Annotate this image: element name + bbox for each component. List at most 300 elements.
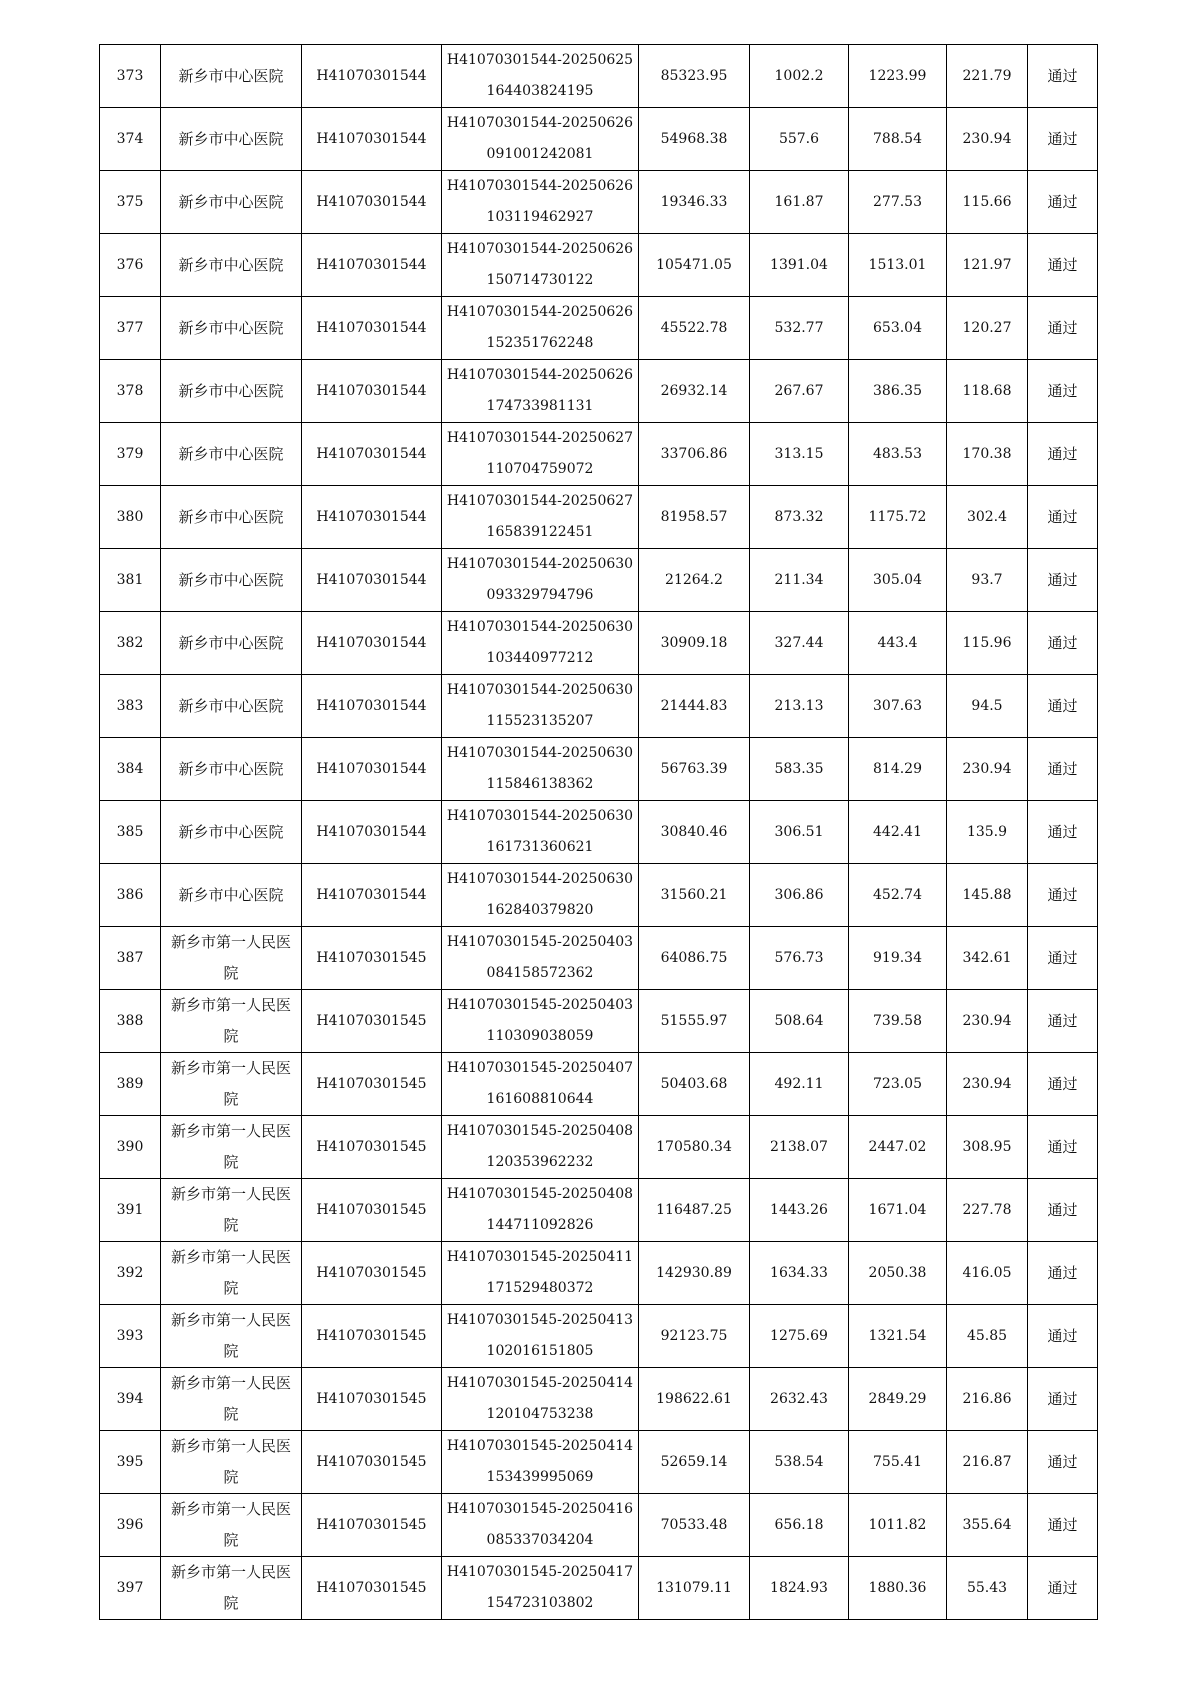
hospital-code bbox=[302, 927, 442, 990]
value-1 bbox=[750, 1557, 849, 1620]
cell-v1: 267.67 bbox=[774, 382, 824, 399]
table-row bbox=[100, 360, 1098, 423]
difference bbox=[947, 1431, 1028, 1494]
total-amount bbox=[639, 864, 750, 927]
cell-id-line1: H41070301544-20250630 bbox=[446, 682, 634, 698]
cell-no: 387 bbox=[116, 949, 144, 966]
review-status bbox=[1028, 864, 1098, 927]
table-row bbox=[100, 990, 1098, 1053]
cell-name: 新乡市第一人民医院 bbox=[170, 1437, 291, 1486]
cell-total: 52659.14 bbox=[660, 1453, 728, 1470]
value-2 bbox=[849, 297, 947, 360]
cell-v1: 213.13 bbox=[774, 697, 824, 714]
difference bbox=[947, 801, 1028, 864]
hospital-code bbox=[302, 1431, 442, 1494]
difference bbox=[947, 360, 1028, 423]
cell-no: 386 bbox=[116, 886, 144, 903]
cell-name: 新乡市中心医院 bbox=[178, 822, 284, 841]
value-2 bbox=[849, 1557, 947, 1620]
row-number bbox=[100, 612, 161, 675]
table-row bbox=[100, 1053, 1098, 1116]
cell-code: H41070301544 bbox=[316, 508, 427, 525]
cell-id-line1: H41070301545-20250411 bbox=[446, 1249, 634, 1265]
cell-status: 通过 bbox=[1047, 318, 1078, 337]
hospital-code bbox=[302, 171, 442, 234]
hospital-code bbox=[302, 1305, 442, 1368]
total-amount bbox=[639, 234, 750, 297]
value-1 bbox=[750, 612, 849, 675]
cell-code: H41070301544 bbox=[316, 823, 427, 840]
difference bbox=[947, 927, 1028, 990]
total-amount bbox=[639, 990, 750, 1053]
review-status bbox=[1028, 1305, 1098, 1368]
cell-status: 通过 bbox=[1047, 696, 1078, 715]
total-amount bbox=[639, 45, 750, 108]
cell-name: 新乡市第一人民医院 bbox=[170, 1122, 291, 1171]
review-status bbox=[1028, 234, 1098, 297]
row-number bbox=[100, 801, 161, 864]
settlement-id bbox=[442, 612, 639, 675]
cell-status: 通过 bbox=[1047, 1515, 1078, 1534]
cell-code: H41070301544 bbox=[316, 67, 427, 84]
row-number bbox=[100, 234, 161, 297]
cell-status: 通过 bbox=[1047, 1200, 1078, 1219]
cell-v2: 483.53 bbox=[873, 445, 922, 462]
cell-no: 397 bbox=[116, 1579, 144, 1596]
cell-total: 26932.14 bbox=[660, 382, 728, 399]
cell-v1: 508.64 bbox=[774, 1012, 824, 1029]
hospital-name bbox=[161, 1431, 302, 1494]
value-1 bbox=[750, 864, 849, 927]
cell-id-line2: 120104753238 bbox=[486, 1406, 594, 1422]
hospital-code bbox=[302, 234, 442, 297]
cell-total: 50403.68 bbox=[660, 1075, 728, 1092]
cell-total: 30909.18 bbox=[660, 634, 728, 651]
settlement-id bbox=[442, 423, 639, 486]
cell-v2: 305.04 bbox=[873, 571, 922, 588]
hospital-name bbox=[161, 1557, 302, 1620]
cell-id-line1: H41070301544-20250630 bbox=[446, 871, 634, 887]
cell-v2: 755.41 bbox=[873, 1453, 922, 1470]
hospital-name bbox=[161, 297, 302, 360]
hospital-code bbox=[302, 1557, 442, 1620]
cell-id-line1: H41070301545-20250417 bbox=[446, 1564, 634, 1580]
value-2 bbox=[849, 1179, 947, 1242]
value-2 bbox=[849, 990, 947, 1053]
hospital-name bbox=[161, 1116, 302, 1179]
row-number bbox=[100, 990, 161, 1053]
review-status bbox=[1028, 990, 1098, 1053]
hospital-name bbox=[161, 738, 302, 801]
table-row bbox=[100, 675, 1098, 738]
cell-name: 新乡市中心医院 bbox=[178, 633, 284, 652]
cell-id-line1: H41070301545-20250416 bbox=[446, 1501, 634, 1517]
total-amount bbox=[639, 1305, 750, 1368]
difference bbox=[947, 675, 1028, 738]
cell-id-line2: 152351762248 bbox=[486, 335, 594, 351]
cell-status: 通过 bbox=[1047, 192, 1078, 211]
cell-status: 通过 bbox=[1047, 444, 1078, 463]
cell-total: 54968.38 bbox=[660, 130, 728, 147]
cell-v2: 2447.02 bbox=[868, 1138, 927, 1155]
difference bbox=[947, 1179, 1028, 1242]
cell-status: 通过 bbox=[1047, 507, 1078, 526]
cell-code: H41070301545 bbox=[316, 1390, 427, 1407]
cell-diff: 115.66 bbox=[962, 193, 1012, 210]
difference bbox=[947, 738, 1028, 801]
difference bbox=[947, 108, 1028, 171]
table-row bbox=[100, 801, 1098, 864]
cell-name: 新乡市第一人民医院 bbox=[170, 1185, 291, 1234]
hospital-code bbox=[302, 549, 442, 612]
review-status bbox=[1028, 738, 1098, 801]
cell-id-line2: 103119462927 bbox=[486, 209, 594, 225]
cell-diff: 230.94 bbox=[962, 1012, 1012, 1029]
value-1 bbox=[750, 927, 849, 990]
value-2 bbox=[849, 801, 947, 864]
value-1 bbox=[750, 1053, 849, 1116]
difference bbox=[947, 549, 1028, 612]
cell-name: 新乡市中心医院 bbox=[178, 696, 284, 715]
settlement-id bbox=[442, 1557, 639, 1620]
settlement-id bbox=[442, 1053, 639, 1116]
value-1 bbox=[750, 675, 849, 738]
cell-diff: 230.94 bbox=[962, 130, 1012, 147]
table-row bbox=[100, 171, 1098, 234]
cell-code: H41070301544 bbox=[316, 193, 427, 210]
cell-v2: 1671.04 bbox=[868, 1201, 927, 1218]
cell-name: 新乡市第一人民医院 bbox=[170, 1374, 291, 1423]
cell-status: 通过 bbox=[1047, 1326, 1078, 1345]
value-1 bbox=[750, 1305, 849, 1368]
value-1 bbox=[750, 1116, 849, 1179]
cell-total: 21264.2 bbox=[665, 571, 723, 588]
cell-id-line2: 165839122451 bbox=[486, 524, 594, 540]
cell-status: 通过 bbox=[1047, 822, 1078, 841]
review-status bbox=[1028, 1494, 1098, 1557]
cell-id-line2: 162840379820 bbox=[486, 902, 594, 918]
row-number bbox=[100, 1053, 161, 1116]
total-amount bbox=[639, 1053, 750, 1116]
review-status bbox=[1028, 45, 1098, 108]
hospital-name bbox=[161, 549, 302, 612]
cell-id-line2: 115846138362 bbox=[486, 776, 594, 792]
value-2 bbox=[849, 234, 947, 297]
cell-v2: 1321.54 bbox=[868, 1327, 927, 1344]
cell-v1: 1824.93 bbox=[770, 1579, 828, 1596]
hospital-code bbox=[302, 1242, 442, 1305]
cell-v1: 161.87 bbox=[774, 193, 824, 210]
cell-no: 373 bbox=[116, 67, 144, 84]
cell-diff: 55.43 bbox=[966, 1579, 1008, 1596]
cell-v2: 307.63 bbox=[873, 697, 922, 714]
cell-name: 新乡市第一人民医院 bbox=[170, 933, 291, 982]
cell-total: 70533.48 bbox=[660, 1516, 728, 1533]
cell-id-line1: H41070301544-20250626 bbox=[446, 115, 634, 131]
value-1 bbox=[750, 990, 849, 1053]
table-row bbox=[100, 1179, 1098, 1242]
cell-name: 新乡市第一人民医院 bbox=[170, 1248, 291, 1297]
cell-name: 新乡市第一人民医院 bbox=[170, 1059, 291, 1108]
value-1 bbox=[750, 801, 849, 864]
hospital-name bbox=[161, 360, 302, 423]
cell-total: 33706.86 bbox=[660, 445, 728, 462]
settlement-id bbox=[442, 801, 639, 864]
cell-v2: 653.04 bbox=[873, 319, 922, 336]
review-status bbox=[1028, 1053, 1098, 1116]
review-status bbox=[1028, 1179, 1098, 1242]
cell-code: H41070301545 bbox=[316, 1012, 427, 1029]
hospital-code bbox=[302, 1053, 442, 1116]
cell-code: H41070301545 bbox=[316, 1327, 427, 1344]
cell-code: H41070301544 bbox=[316, 760, 427, 777]
cell-diff: 230.94 bbox=[962, 1075, 1012, 1092]
table-row bbox=[100, 234, 1098, 297]
hospital-name bbox=[161, 990, 302, 1053]
row-number bbox=[100, 1368, 161, 1431]
value-1 bbox=[750, 171, 849, 234]
cell-no: 390 bbox=[116, 1138, 144, 1155]
cell-total: 56763.39 bbox=[660, 760, 728, 777]
cell-id-line1: H41070301544-20250630 bbox=[446, 556, 634, 572]
hospital-code bbox=[302, 1179, 442, 1242]
cell-diff: 120.27 bbox=[962, 319, 1012, 336]
cell-no: 374 bbox=[116, 130, 144, 147]
review-status bbox=[1028, 360, 1098, 423]
total-amount bbox=[639, 1368, 750, 1431]
table-row bbox=[100, 1494, 1098, 1557]
review-status bbox=[1028, 171, 1098, 234]
cell-total: 21444.83 bbox=[660, 697, 728, 714]
difference bbox=[947, 171, 1028, 234]
cell-status: 通过 bbox=[1047, 1263, 1078, 1282]
cell-v1: 306.86 bbox=[774, 886, 824, 903]
cell-code: H41070301544 bbox=[316, 256, 427, 273]
cell-diff: 121.97 bbox=[962, 256, 1012, 273]
cell-no: 395 bbox=[116, 1453, 144, 1470]
review-status bbox=[1028, 801, 1098, 864]
table-row bbox=[100, 1242, 1098, 1305]
cell-status: 通过 bbox=[1047, 1389, 1078, 1408]
table-row bbox=[100, 297, 1098, 360]
value-2 bbox=[849, 927, 947, 990]
settlement-id bbox=[442, 549, 639, 612]
row-number bbox=[100, 738, 161, 801]
cell-id-line1: H41070301544-20250626 bbox=[446, 241, 634, 257]
cell-total: 30840.46 bbox=[660, 823, 728, 840]
settlement-id bbox=[442, 234, 639, 297]
hospital-name bbox=[161, 1494, 302, 1557]
cell-status: 通过 bbox=[1047, 255, 1078, 274]
hospital-code bbox=[302, 45, 442, 108]
cell-v1: 656.18 bbox=[774, 1516, 824, 1533]
cell-name: 新乡市中心医院 bbox=[178, 444, 284, 463]
cell-id-line2: 103440977212 bbox=[486, 650, 594, 666]
cell-id-line2: 161608810644 bbox=[486, 1091, 594, 1107]
table-row bbox=[100, 864, 1098, 927]
value-2 bbox=[849, 1494, 947, 1557]
row-number bbox=[100, 927, 161, 990]
value-2 bbox=[849, 171, 947, 234]
cell-total: 92123.75 bbox=[660, 1327, 728, 1344]
review-status bbox=[1028, 549, 1098, 612]
cell-total: 198622.61 bbox=[656, 1390, 732, 1407]
cell-v1: 1634.33 bbox=[770, 1264, 828, 1281]
settlement-id bbox=[442, 1368, 639, 1431]
cell-diff: 302.4 bbox=[966, 508, 1008, 525]
cell-name: 新乡市第一人民医院 bbox=[170, 1563, 291, 1612]
cell-code: H41070301545 bbox=[316, 1264, 427, 1281]
cell-v2: 277.53 bbox=[873, 193, 922, 210]
cell-name: 新乡市中心医院 bbox=[178, 759, 284, 778]
total-amount bbox=[639, 801, 750, 864]
difference bbox=[947, 1368, 1028, 1431]
cell-v1: 2632.43 bbox=[770, 1390, 828, 1407]
review-status bbox=[1028, 1431, 1098, 1494]
value-1 bbox=[750, 1368, 849, 1431]
cell-code: H41070301544 bbox=[316, 634, 427, 651]
difference bbox=[947, 297, 1028, 360]
cell-v1: 2138.07 bbox=[770, 1138, 828, 1155]
cell-code: H41070301545 bbox=[316, 1579, 427, 1596]
review-status bbox=[1028, 1116, 1098, 1179]
row-number bbox=[100, 45, 161, 108]
row-number bbox=[100, 423, 161, 486]
settlement-table-container bbox=[99, 44, 1097, 1620]
settlement-id bbox=[442, 864, 639, 927]
value-1 bbox=[750, 1242, 849, 1305]
hospital-code bbox=[302, 675, 442, 738]
cell-diff: 145.88 bbox=[962, 886, 1012, 903]
settlement-id bbox=[442, 1116, 639, 1179]
hospital-code bbox=[302, 1116, 442, 1179]
row-number bbox=[100, 549, 161, 612]
review-status bbox=[1028, 675, 1098, 738]
cell-code: H41070301544 bbox=[316, 886, 427, 903]
review-status bbox=[1028, 297, 1098, 360]
cell-v2: 2849.29 bbox=[868, 1390, 927, 1407]
cell-total: 31560.21 bbox=[660, 886, 728, 903]
value-1 bbox=[750, 234, 849, 297]
hospital-name bbox=[161, 801, 302, 864]
review-status bbox=[1028, 927, 1098, 990]
value-2 bbox=[849, 423, 947, 486]
cell-id-line2: 153439995069 bbox=[486, 1469, 594, 1485]
total-amount bbox=[639, 549, 750, 612]
review-status bbox=[1028, 486, 1098, 549]
hospital-code bbox=[302, 801, 442, 864]
total-amount bbox=[639, 927, 750, 990]
cell-id-line2: 120353962232 bbox=[486, 1154, 594, 1170]
cell-v2: 1513.01 bbox=[868, 256, 927, 273]
table-row bbox=[100, 927, 1098, 990]
cell-diff: 221.79 bbox=[962, 67, 1012, 84]
settlement-id bbox=[442, 990, 639, 1053]
value-1 bbox=[750, 1494, 849, 1557]
total-amount bbox=[639, 1179, 750, 1242]
hospital-name bbox=[161, 108, 302, 171]
settlement-table bbox=[99, 44, 1098, 1620]
cell-diff: 216.86 bbox=[962, 1390, 1012, 1407]
cell-status: 通过 bbox=[1047, 633, 1078, 652]
cell-v1: 538.54 bbox=[774, 1453, 824, 1470]
cell-no: 376 bbox=[116, 256, 144, 273]
hospital-code bbox=[302, 738, 442, 801]
table-row bbox=[100, 1557, 1098, 1620]
cell-no: 383 bbox=[116, 697, 144, 714]
cell-no: 382 bbox=[116, 634, 144, 651]
cell-diff: 342.61 bbox=[962, 949, 1012, 966]
cell-id-line1: H41070301544-20250626 bbox=[446, 178, 634, 194]
value-2 bbox=[849, 1431, 947, 1494]
row-number bbox=[100, 864, 161, 927]
settlement-id bbox=[442, 360, 639, 423]
value-2 bbox=[849, 108, 947, 171]
row-number bbox=[100, 1494, 161, 1557]
cell-v2: 443.4 bbox=[877, 634, 918, 651]
settlement-id bbox=[442, 1305, 639, 1368]
total-amount bbox=[639, 360, 750, 423]
value-2 bbox=[849, 486, 947, 549]
cell-status: 通过 bbox=[1047, 381, 1078, 400]
cell-code: H41070301544 bbox=[316, 445, 427, 462]
value-1 bbox=[750, 297, 849, 360]
settlement-id bbox=[442, 297, 639, 360]
cell-code: H41070301544 bbox=[316, 319, 427, 336]
row-number bbox=[100, 1305, 161, 1368]
value-1 bbox=[750, 1179, 849, 1242]
cell-diff: 94.5 bbox=[971, 697, 1003, 714]
table-row bbox=[100, 1368, 1098, 1431]
cell-total: 45522.78 bbox=[660, 319, 728, 336]
settlement-id bbox=[442, 675, 639, 738]
cell-name: 新乡市中心医院 bbox=[178, 381, 284, 400]
cell-id-line2: 115523135207 bbox=[486, 713, 594, 729]
hospital-code bbox=[302, 1494, 442, 1557]
cell-v2: 814.29 bbox=[873, 760, 922, 777]
cell-v1: 492.11 bbox=[774, 1075, 824, 1092]
cell-v1: 1443.26 bbox=[770, 1201, 828, 1218]
cell-v2: 919.34 bbox=[873, 949, 922, 966]
cell-id-line1: H41070301544-20250630 bbox=[446, 808, 634, 824]
cell-code: H41070301544 bbox=[316, 130, 427, 147]
row-number bbox=[100, 1179, 161, 1242]
review-status bbox=[1028, 423, 1098, 486]
settlement-id bbox=[442, 45, 639, 108]
cell-diff: 135.9 bbox=[966, 823, 1008, 840]
hospital-name bbox=[161, 1368, 302, 1431]
review-status bbox=[1028, 612, 1098, 675]
settlement-id bbox=[442, 1242, 639, 1305]
cell-id-line1: H41070301545-20250414 bbox=[446, 1375, 634, 1391]
hospital-code bbox=[302, 990, 442, 1053]
cell-id-line2: 093329794796 bbox=[486, 587, 594, 603]
cell-status: 通过 bbox=[1047, 129, 1078, 148]
total-amount bbox=[639, 1557, 750, 1620]
settlement-id bbox=[442, 1431, 639, 1494]
cell-v1: 873.32 bbox=[774, 508, 824, 525]
cell-diff: 227.78 bbox=[962, 1201, 1012, 1218]
cell-id-line1: H41070301544-20250627 bbox=[446, 430, 634, 446]
cell-v1: 1391.04 bbox=[770, 256, 828, 273]
difference bbox=[947, 234, 1028, 297]
table-row bbox=[100, 612, 1098, 675]
cell-id-line2: 110704759072 bbox=[486, 461, 594, 477]
cell-no: 377 bbox=[116, 319, 144, 336]
settlement-id bbox=[442, 1494, 639, 1557]
value-2 bbox=[849, 45, 947, 108]
cell-id-line1: H41070301544-20250627 bbox=[446, 493, 634, 509]
